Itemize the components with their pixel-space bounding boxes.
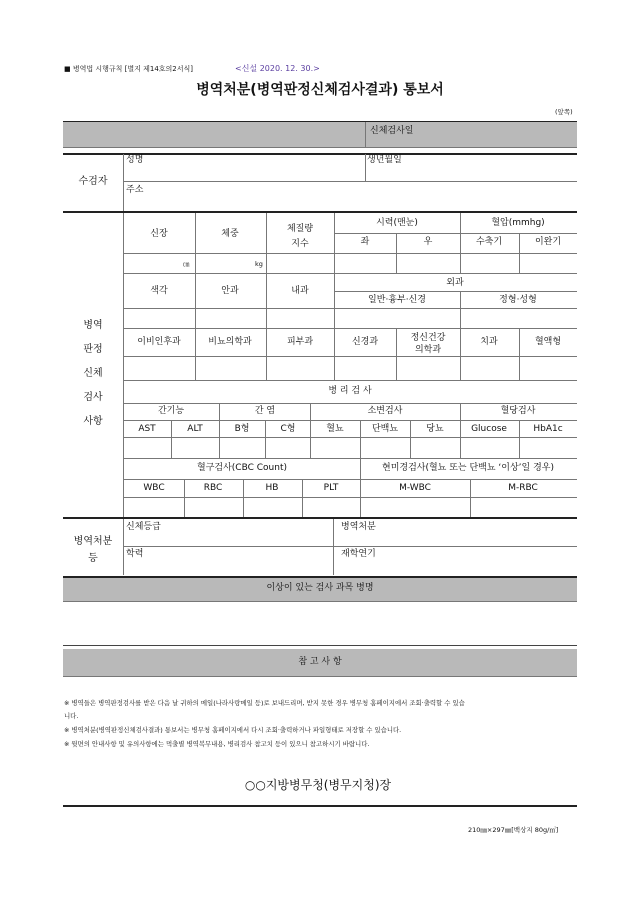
psychiatry-label: 정신건강 의학과 bbox=[410, 333, 446, 355]
diastolic-label: 이완기 bbox=[534, 237, 562, 247]
alt-label: ALT bbox=[187, 424, 203, 434]
address-label: 주소 bbox=[126, 185, 144, 195]
liver-function-label: 간기능 bbox=[157, 406, 185, 416]
school-deferment-label: 재학연기 bbox=[341, 549, 376, 559]
military-disposition-label: 병역처분 bbox=[341, 522, 376, 532]
vision-left-label: 좌 bbox=[360, 237, 370, 247]
systolic-label: 수축기 bbox=[475, 237, 503, 247]
urinalysis-label: 소변검사 bbox=[367, 406, 403, 416]
ast-label: AST bbox=[138, 424, 156, 434]
blood-sugar-label: 혈당검사 bbox=[500, 406, 536, 416]
hepatitis-c-label: C형 bbox=[280, 424, 296, 434]
page-side-label: (앞쪽) bbox=[555, 108, 573, 116]
exam-section-label: 병역 판정 신체 검사 사항 bbox=[83, 320, 103, 427]
m-wbc-label: M-WBC bbox=[399, 483, 431, 493]
microscopy-label: 현미경검사(혈뇨 또는 단백뇨 ‘이상’일 경우) bbox=[382, 463, 554, 473]
exam-date-bar bbox=[63, 122, 577, 147]
reference-note-1-cont: 니다. bbox=[64, 712, 79, 720]
physical-grade-label: 신체등급 bbox=[126, 522, 161, 532]
glucose-label: Glucose bbox=[471, 424, 507, 434]
color-vision-label: 색각 bbox=[150, 286, 168, 296]
hematuria-label: 혈뇨 bbox=[326, 424, 344, 434]
proteinuria-label: 단백뇨 bbox=[371, 424, 399, 434]
revision-note: <신설 2020. 12. 30.> bbox=[235, 64, 320, 73]
paper-spec: 210㎜×297㎜[백상지 80g/㎡] bbox=[468, 826, 559, 834]
dermatology-label: 피부과 bbox=[286, 337, 314, 347]
height-label: 신장 bbox=[150, 229, 168, 239]
hb-label: HB bbox=[265, 483, 279, 493]
education-label: 학력 bbox=[126, 549, 144, 559]
hba1c-label: HbA1c bbox=[533, 424, 563, 434]
neurology-label: 신경과 bbox=[351, 337, 379, 347]
general-surgery-label: 일반·흉부·신경 bbox=[368, 295, 426, 305]
dental-label: 치과 bbox=[480, 337, 498, 347]
exam-date-label: 신체검사일 bbox=[370, 126, 414, 136]
abnormal-findings-label: 이상이 있는 검사 과목 병명 bbox=[266, 583, 374, 593]
glycosuria-label: 당뇨 bbox=[426, 424, 444, 434]
rbc-label: RBC bbox=[203, 483, 223, 493]
reference-note-2: ※ 병역처분(병역판정신체검사결과) 통보서는 병무청 홈페이지에서 다시 조회·출력하거나 파일형태로 저장할 수 있습니다. bbox=[64, 726, 402, 734]
bmi-label: 체질량 지수 bbox=[286, 224, 314, 249]
m-rbc-label: M-RBC bbox=[508, 483, 538, 493]
vision-label: 시력(맨눈) bbox=[376, 218, 418, 228]
cm-unit: ㎝ bbox=[183, 260, 190, 268]
orthopedics-label: 정형·성형 bbox=[499, 295, 537, 305]
disposition-label: 병역처분 등 bbox=[73, 536, 113, 564]
surgery-label: 외과 bbox=[446, 278, 464, 288]
blood-pressure-label: 혈압(mmhg) bbox=[491, 218, 545, 228]
reference-label: 참 고 사 항 bbox=[298, 657, 342, 667]
kg-unit: kg bbox=[255, 260, 263, 268]
examinee-label: 수검자 bbox=[78, 176, 108, 187]
weight-label: 체중 bbox=[221, 229, 239, 239]
cbc-label: 혈구검사(CBC Count) bbox=[197, 463, 287, 473]
vision-right-label: 우 bbox=[423, 237, 433, 247]
reference-note-1: ※ 병역들은 병역판정검사를 받은 다음 날 귀하의 메일(나라사랑메일 등)로 보내드리며, 받지 못한 경우 병무청 홈페이지에서 조회·출력할 수 있습 bbox=[64, 699, 465, 707]
ophthalmology-label: 안과 bbox=[221, 286, 239, 296]
internal-medicine-label: 내과 bbox=[291, 286, 309, 296]
name-label: 성명 bbox=[126, 155, 144, 165]
wbc-label: WBC bbox=[143, 483, 165, 493]
regulation-reference: ■ 병역법 시행규칙 [별지 제14호의2서식] bbox=[64, 65, 194, 73]
reference-note-3: ※ 뒷면의 안내사항 및 유의사항에는 먹출별 병역복무내용, 병리검사 참고치 등이 있으니 참고하시기 바랍니다. bbox=[64, 740, 370, 748]
birthdate-label: 생년월일 bbox=[367, 155, 402, 165]
ent-label: 이비인후과 bbox=[137, 337, 181, 347]
urology-label: 비뇨의학과 bbox=[208, 337, 252, 347]
issuer-name: ○○지방병무청(병무지청)장 bbox=[244, 778, 392, 792]
blood-type-label: 혈액형 bbox=[534, 337, 562, 347]
hepatitis-label: 간 염 bbox=[254, 406, 276, 416]
hepatitis-b-label: B형 bbox=[234, 424, 250, 434]
document-title: 병역처분(병역판정신체검사결과) 통보서 bbox=[196, 82, 444, 98]
plt-label: PLT bbox=[323, 483, 339, 493]
pathology-label: 병 리 검 사 bbox=[328, 386, 372, 396]
